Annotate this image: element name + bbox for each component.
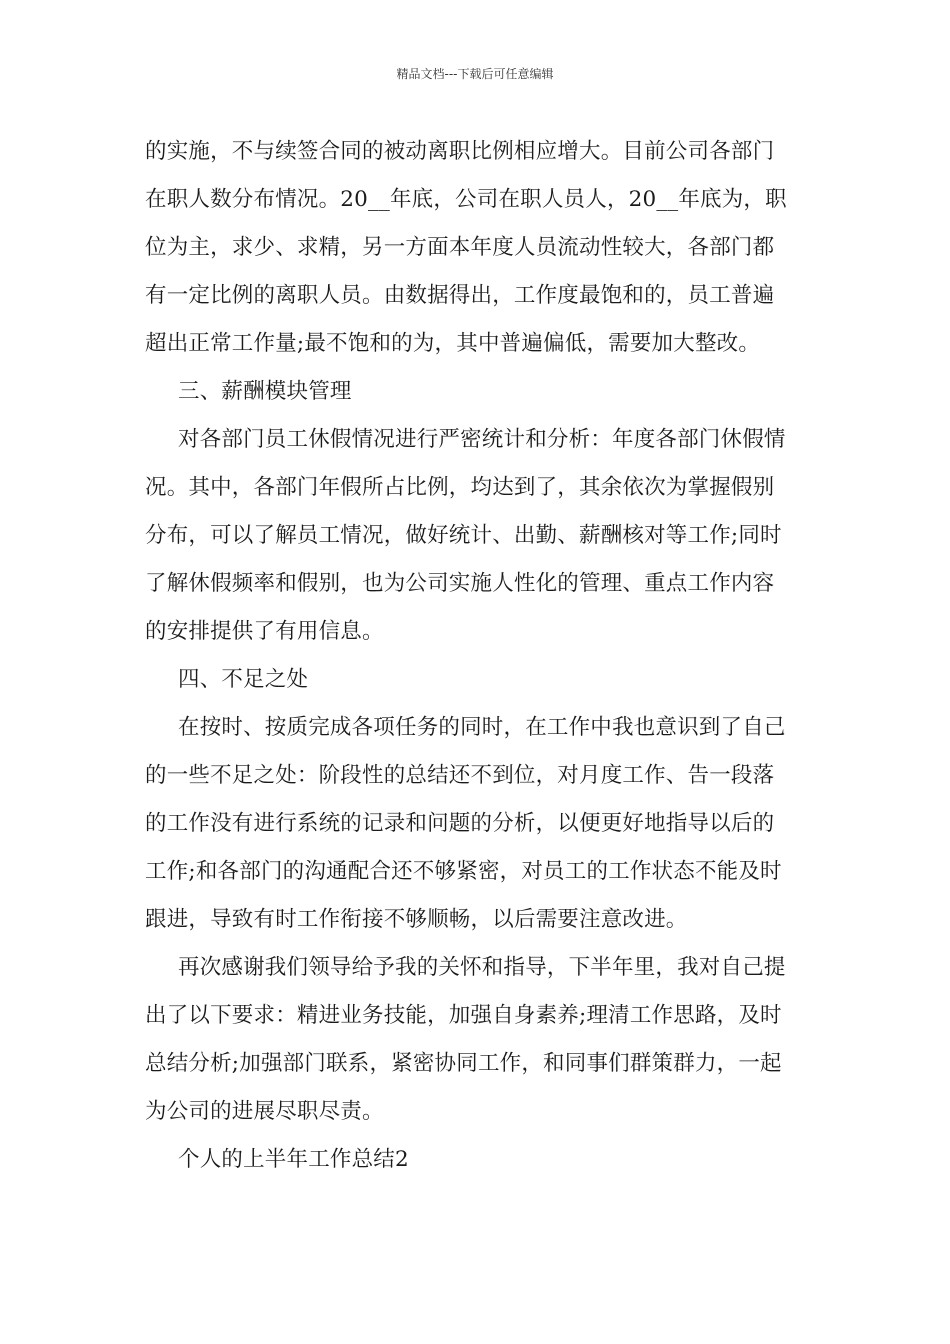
text-line: 总结分析;加强部门联系，紧密协同工作，和同事们群策群力，一起: [145, 1051, 782, 1076]
document-body: [145, 128, 807, 1184]
text-line: 的一些不足之处：阶段性的总结还不到位，对月度工作、告一段落: [145, 763, 775, 788]
text-line: 对各部门员工休假情况进行严密统计和分析：年度各部门休假情: [178, 427, 786, 452]
text-line: 分布，可以了解员工情况，做好统计、出勤、薪酬核对等工作;同时: [145, 523, 782, 548]
text-line: 了解休假频率和假别，也为公司实施人性化的管理、重点工作内容: [145, 571, 775, 596]
text-line: 的工作没有进行系统的记录和问题的分析，以便更好地指导以后的: [145, 811, 775, 836]
text-line: 工作;和各部门的沟通配合还不够紧密，对员工的工作状态不能及时: [145, 859, 782, 884]
text-line: 在职人数分布情况。20__年底，公司在职人员人，20__年底为，职: [145, 187, 787, 212]
text-line: 位为主，求少、求精，另一方面本年度人员流动性较大，各部门都: [145, 235, 775, 260]
text-line: 在按时、按质完成各项任务的同时，在工作中我也意识到了自己: [178, 715, 786, 740]
text-line: 出了以下要求：精进业务技能，加强自身素养;理清工作思路，及时: [145, 1003, 782, 1028]
text-line: 的实施，不与续签合同的被动离职比例相应增大。目前公司各部门: [145, 139, 775, 164]
text-line: 为公司的进展尽职尽责。: [145, 1099, 384, 1124]
text-line: 有一定比例的离职人员。由数据得出，工作度最饱和的，员工普遍: [145, 283, 775, 308]
text-line: 跟进，导致有时工作衔接不够顺畅，以后需要注意改进。: [145, 907, 688, 932]
page-header: 精品文档---下载后可任意编辑: [396, 67, 554, 81]
text-line: 再次感谢我们领导给予我的关怀和指导，下半年里，我对自己提: [178, 955, 786, 980]
text-line: 超出正常工作量;最不饱和的为，其中普遍偏低，需要加大整改。: [145, 331, 761, 356]
text-line: 况。其中，各部门年假所占比例，均达到了，其余依次为掌握假别: [145, 475, 775, 500]
text-line: 个人的上半年工作总结2: [178, 1147, 409, 1172]
text-line: 的安排提供了有用信息。: [145, 619, 384, 644]
text-line: 三、薪酬模块管理: [178, 379, 352, 404]
text-line: 四、不足之处: [178, 667, 309, 692]
